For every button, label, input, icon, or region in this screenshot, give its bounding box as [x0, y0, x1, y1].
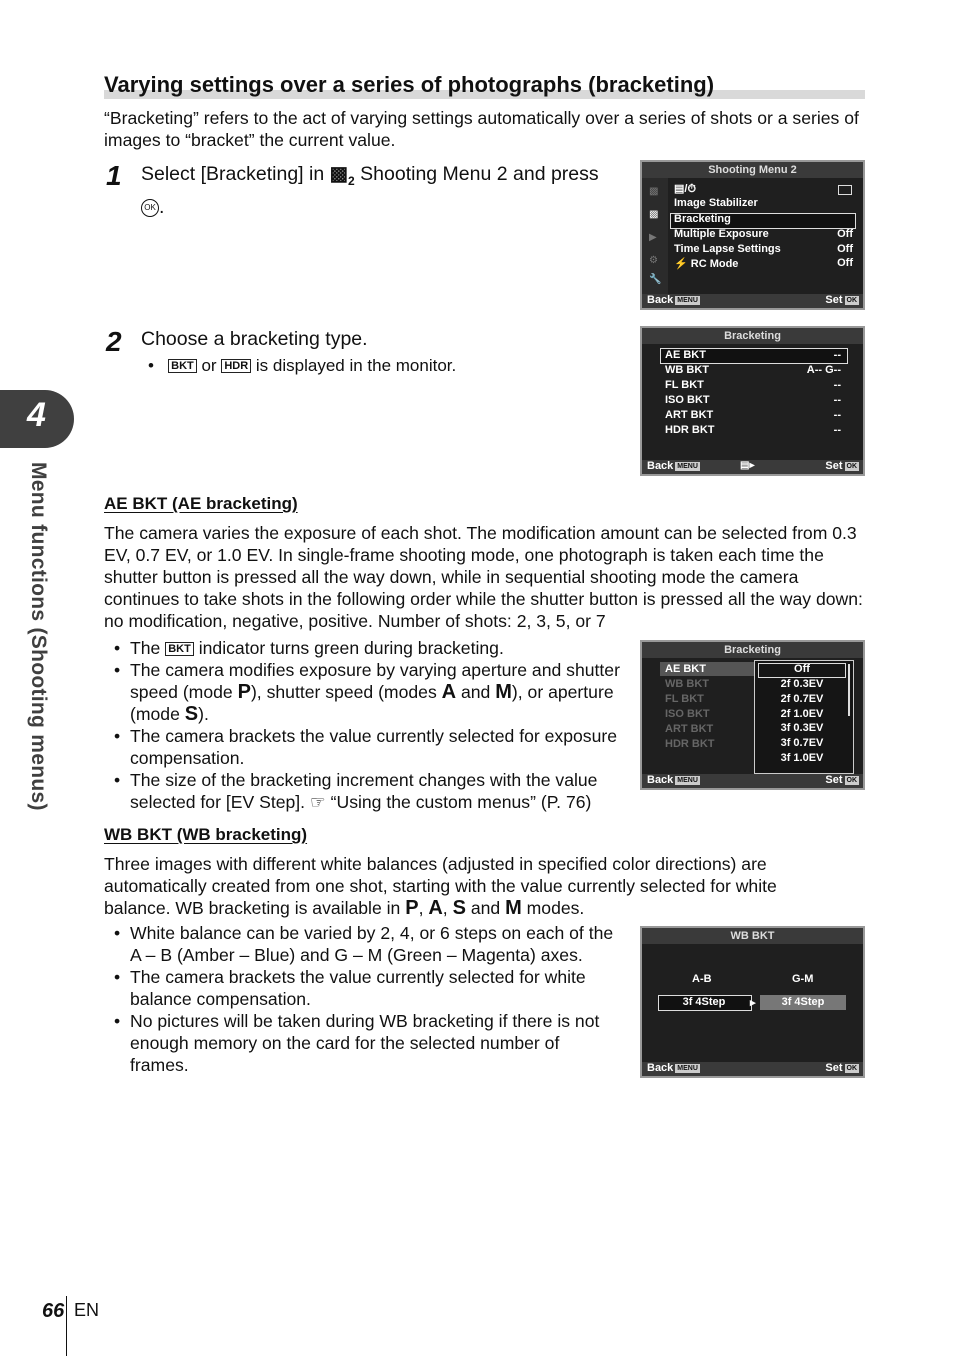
- screen-title: Bracketing: [724, 644, 781, 656]
- tab-column: [642, 178, 668, 296]
- screen-footer: Back MENU Set OK: [642, 1062, 863, 1076]
- option-item[interactable]: 2f 0.3EV: [780, 678, 824, 690]
- option-item[interactable]: 3f 0.7EV: [780, 737, 824, 749]
- custom-icon: ⚙: [649, 255, 658, 266]
- settings-arrow-icon: ▤▸: [740, 460, 755, 471]
- camera-icon: $▩_2$: [329, 163, 355, 188]
- bkt-icon: BKT: [165, 642, 194, 656]
- menu-row[interactable]: ISO BKT: [665, 708, 710, 720]
- ae-bkt-bullets: [104, 637, 634, 813]
- bkt-icon: BKT: [168, 359, 197, 373]
- play-icon: ▶: [649, 232, 657, 243]
- menu-row[interactable]: WB BKT: [665, 678, 709, 690]
- screen-shooting-menu-2: [640, 160, 865, 310]
- shoot2-icon: ▩: [649, 209, 659, 220]
- screen-footer: Back MENU Set OK: [642, 294, 863, 308]
- list-item: • No pictures will be taken during WB bracketing if there is not enough memory on the card for the selected number of frames.: [104, 1010, 619, 1076]
- screen-title: Shooting Menu 2: [708, 164, 797, 176]
- drive-icon: ▤/⏱: [674, 183, 697, 195]
- intro-paragraph: “Bracketing” refers to the act of varying settings automatically over a series of shots or a series of images to “bracket” the current value.: [104, 108, 859, 150]
- list-item: • The camera modifies exposure by varying aperture and shutter speed (mode P), shutter speed (modes A and M), or aperture (mode S).: [104, 659, 634, 725]
- menu-value: --: [833, 349, 841, 361]
- menu-row[interactable]: ⚡ RC Mode: [674, 258, 739, 270]
- axis-label-gm: G-M: [792, 973, 814, 985]
- menu-row[interactable]: HDR BKT: [665, 738, 715, 750]
- screen-bracketing: [640, 326, 865, 476]
- menu-value: --: [833, 409, 841, 421]
- menu-row[interactable]: FL BKT: [665, 379, 704, 391]
- menu-value: Off: [837, 228, 853, 240]
- menu-row-selected[interactable]: AE BKT: [665, 349, 706, 361]
- menu-row[interactable]: ART BKT: [665, 409, 714, 421]
- axis-label-ab: A-B: [692, 973, 712, 985]
- screen-footer: Back MENU ▤▸ Set OK: [642, 460, 863, 474]
- menu-row[interactable]: Image Stabilizer: [674, 197, 758, 209]
- menu-row[interactable]: FL BKT: [665, 693, 704, 705]
- wrench-icon: 🔧: [649, 274, 662, 285]
- screen-footer: Back MENU Set OK: [642, 774, 863, 788]
- ae-bkt-heading: AE BKT (AE bracketing): [104, 494, 298, 513]
- option-item[interactable]: 3f 0.3EV: [780, 722, 824, 734]
- footer-divider: [66, 1296, 67, 1356]
- step-2-number: 2: [106, 326, 122, 357]
- menu-value: --: [833, 379, 841, 391]
- screen-title: Bracketing: [724, 330, 781, 342]
- screen-wb-bkt: [640, 926, 865, 1078]
- menu-row-selected[interactable]: Bracketing: [674, 213, 731, 225]
- menu-row[interactable]: ISO BKT: [665, 394, 710, 406]
- ae-bkt-paragraph: The camera varies the exposure of each shot. The modification amount can be selected from 0.3 EV, 0.7 EV, or 1.0 EV. In single-frame shooting mode, one photograph is taken each time the shutter button is pressed all the way down, while in sequential shooting mode the camera continues to take shots in the following order while the shutter button is pressed all the way down: no modification, negative, positive. Number of shots: 2, 3, 5, or 7: [104, 523, 863, 631]
- wb-bkt-heading: WB BKT (WB bracketing): [104, 825, 308, 844]
- menu-row[interactable]: WB BKT: [665, 364, 709, 376]
- menu-row[interactable]: Multiple Exposure: [674, 228, 769, 240]
- list-item: • The BKT indicator turns green during bracketing.: [104, 637, 634, 659]
- menu-value: --: [833, 394, 841, 406]
- menu-row[interactable]: ART BKT: [665, 723, 714, 735]
- menu-row-selected[interactable]: AE BKT: [665, 663, 706, 675]
- ab-value: 3f 4Step: [682, 996, 726, 1008]
- menu-row[interactable]: Time Lapse Settings: [674, 243, 781, 255]
- menu-value: --: [833, 424, 841, 436]
- step-2-text: Choose a bracketing type.: [141, 328, 368, 350]
- ok-button-icon: OK: [141, 199, 159, 217]
- list-item: • The camera brackets the value currently selected for white balance compensation.: [104, 966, 619, 1010]
- option-item[interactable]: 3f 1.0EV: [780, 752, 824, 764]
- screen-ae-bkt-options: [640, 640, 865, 790]
- option-item[interactable]: 2f 0.7EV: [780, 693, 824, 705]
- shoot1-icon: ▩: [649, 186, 659, 197]
- page-number: 66: [42, 1300, 65, 1322]
- arrow-right-icon: ▸: [750, 997, 756, 1009]
- scrollbar[interactable]: [848, 664, 850, 716]
- list-item: • White balance can be varied by 2, 4, or 6 steps on each of the A – B (Amber – Blue) and G – M (Green – Magenta) axes.: [104, 922, 619, 966]
- menu-row[interactable]: HDR BKT: [665, 424, 715, 436]
- step-1-text: Select [Bracketing] in $▩_2$ Shooting Menu 2 and press OK .: [141, 163, 599, 218]
- menu-value: Off: [837, 243, 853, 255]
- screen-title: WB BKT: [730, 930, 775, 942]
- wb-bkt-bullets: [104, 922, 619, 1076]
- option-item-selected[interactable]: Off: [794, 663, 810, 675]
- gm-value: 3f 4Step: [781, 996, 825, 1008]
- reference-icon: ☞: [309, 792, 326, 812]
- step-2-bullet: • BKT or HDR is displayed in the monitor.: [148, 356, 457, 375]
- step-1-number: 1: [106, 160, 122, 191]
- page-title: Varying settings over a series of photographs (bracketing): [104, 72, 715, 97]
- wb-bkt-paragraph: Three images with different white balances (adjusted in specified color directions) are automatically created from one shot, starting with the value currently selected for white balance. WB bracketing is available in P, A, S and M modes.: [104, 854, 777, 919]
- hdr-icon: HDR: [221, 359, 251, 373]
- flash-icon: ⚡: [674, 258, 688, 270]
- list-item: • The size of the bracketing increment changes with the value selected for [EV Step]. ☞ “Using the custom menus” (P. 76): [104, 769, 634, 813]
- menu-value: A-- G--: [806, 364, 841, 376]
- language-label: EN: [74, 1300, 100, 1320]
- menu-value: Off: [837, 257, 853, 269]
- single-frame-icon: [838, 185, 852, 195]
- chapter-number: 4: [27, 396, 46, 434]
- chapter-label: Menu functions (Shooting menus): [27, 462, 50, 811]
- option-item[interactable]: 2f 1.0EV: [780, 708, 824, 720]
- list-item: • The camera brackets the value currently selected for exposure compensation.: [104, 725, 634, 769]
